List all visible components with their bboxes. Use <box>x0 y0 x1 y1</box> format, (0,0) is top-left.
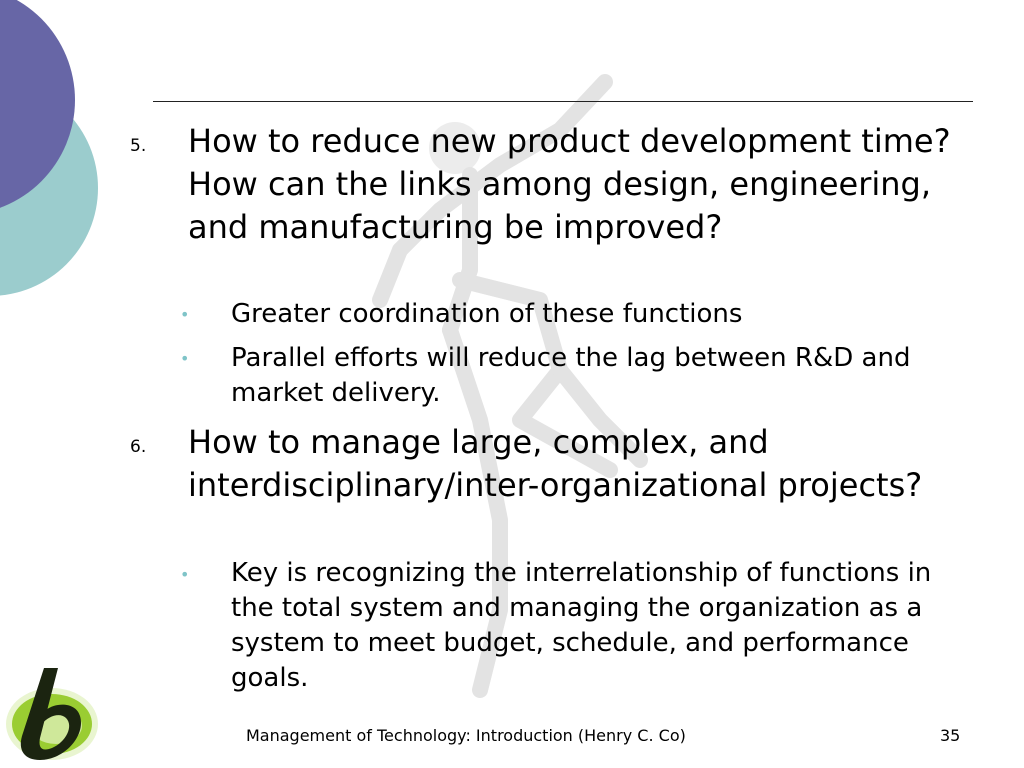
bullet-icon: • <box>180 565 190 584</box>
sub-point: Key is recognizing the interrelationship of functions in the total system and managing the organization as a system to meet budget, schedule, and performance goals. <box>231 558 932 693</box>
bullet-icon: • <box>180 349 190 368</box>
page-number: 35 <box>940 726 961 745</box>
list-number: 6. <box>130 437 147 457</box>
sub-point: Greater coordination of these functions <box>231 299 743 329</box>
sub-point: Parallel efforts will reduce the lag between R&D and market delivery. <box>231 343 911 408</box>
bullet-icon: • <box>180 305 190 324</box>
main-point: How to reduce new product development time? How can the links among design, engineering, and manufacturing be improved? <box>188 122 951 246</box>
main-point: How to manage large, complex, and interdisciplinary/inter-organizational projects? <box>188 423 923 504</box>
footer-text: Management of Technology: Introduction (Henry C. Co) <box>246 726 686 745</box>
b-letter-logo-icon <box>0 660 100 768</box>
list-number: 5. <box>130 136 147 156</box>
